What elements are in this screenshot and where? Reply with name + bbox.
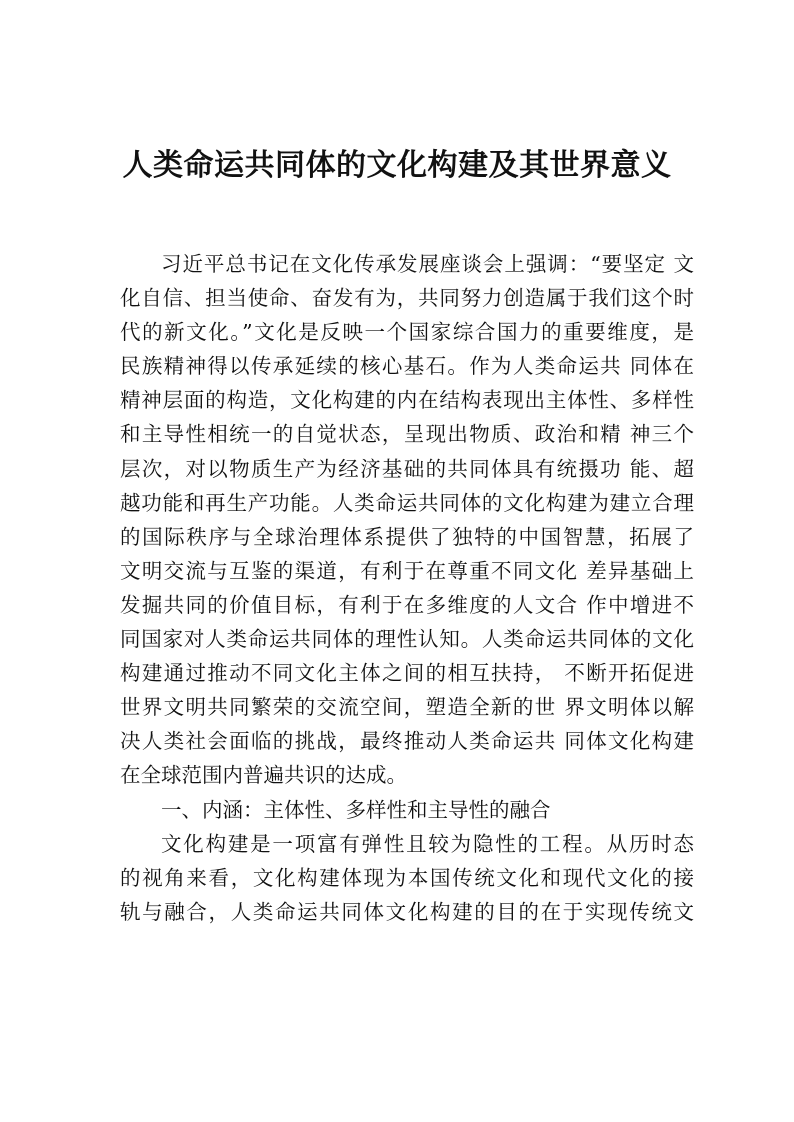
paragraph-line: 在全球范围内普遍共识的达成。 — [120, 763, 407, 788]
document-title: 人类命运共同体的文化构建及其世界意义 — [122, 148, 672, 183]
paragraph-line: 轨与融合，人类命运共同体文化构建的目的在于实现传统文 — [120, 899, 694, 924]
paragraph-line: 民族精神得以传承延续的核心基石。作为人类命运共 同体在 — [120, 354, 694, 379]
paragraph-line: 文明交流与互鉴的渠道，有利于在尊重不同文化 差异基础上 — [120, 558, 694, 583]
paragraph-line: 代的新文化。”文化是反映一个国家综合国力的重要维度，是 — [120, 320, 694, 345]
paragraph-line: 化自信、担当使命、奋发有为，共同努力创造属于我们这个时 — [120, 286, 694, 311]
paragraph-line: 构建通过推动不同文化主体之间的相互扶持， 不断开拓促进 — [120, 661, 694, 686]
paragraph-line: 精神层面的构造，文化构建的内在结构表现出主体性、多样性 — [120, 388, 694, 413]
paragraph-line: 和主导性相统一的自觉状态，呈现出物质、政治和精 神三个 — [120, 422, 694, 447]
paragraph-line: 的视角来看，文化构建体现为本国传统文化和现代文化的接 — [120, 865, 694, 890]
paragraph-line: 发掘共同的价值目标，有利于在多维度的人文合 作中增进不 — [120, 592, 694, 617]
paragraph-line: 层次，对以物质生产为经济基础的共同体具有统摄功 能、超 — [120, 456, 694, 481]
section-heading: 一、内涵：主体性、多样性和主导性的融合 — [161, 797, 551, 822]
paragraph-line: 决人类社会面临的挑战，最终推动人类命运共 同体文化构建 — [120, 729, 694, 754]
paragraph-line: 习近平总书记在文化传承发展座谈会上强调：“要坚定 文 — [161, 252, 694, 276]
paragraph-line: 越功能和再生产功能。人类命运共同体的文化构建为建立合理 — [120, 490, 694, 515]
paragraph-line: 文化构建是一项富有弹性且较为隐性的工程。从历时态 — [161, 831, 694, 856]
paragraph-line: 同国家对人类命运共同体的理性认知。人类命运共同体的文化 — [120, 627, 694, 652]
paragraph-line: 的国际秩序与全球治理体系提供了独特的中国智慧，拓展了 — [120, 524, 694, 549]
paragraph-line: 世界文明共同繁荣的交流空间，塑造全新的世 界文明体以解 — [120, 695, 694, 720]
document-body — [120, 247, 694, 929]
